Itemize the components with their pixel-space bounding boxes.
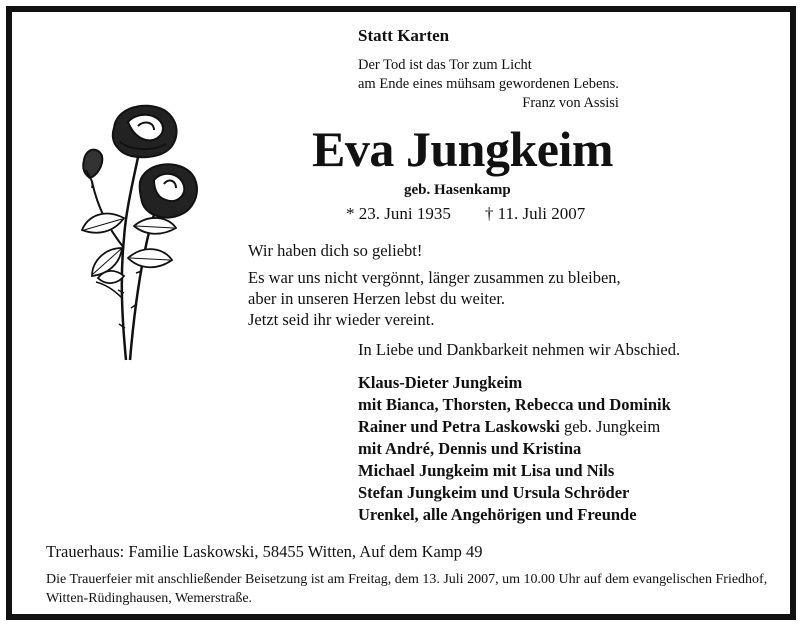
message-line-4: Jetzt seid ihr wieder vereint.	[248, 310, 435, 329]
quote-block	[358, 56, 619, 113]
birth-date: * 23. Juni 1935	[346, 204, 451, 223]
death-date: † 11. Juli 2007	[484, 204, 586, 223]
family-line-1: Klaus-Dieter Jungkeim	[358, 373, 523, 392]
message-line-1: Wir haben dich so geliebt!	[248, 241, 423, 260]
family-line-6: Stefan Jungkeim und Ursula Schröder	[358, 483, 630, 502]
family-line-3-maiden: geb. Jungkeim	[563, 417, 661, 436]
family-list	[358, 372, 671, 526]
family-line-3-names: Rainer und Petra Laskowski	[358, 417, 560, 436]
maiden-name: geb. Hasenkamp	[404, 182, 511, 198]
deceased-name: Eva Jungkeim	[312, 121, 614, 177]
family-line-3	[358, 416, 671, 438]
message-block	[248, 240, 621, 330]
family-line-2: mit Bianca, Thorsten, Rebecca und Dominik	[358, 395, 671, 414]
funeral-info: Die Trauerfeier mit anschließender Beisetzung ist am Freitag, dem 13. Juli 2007, um 10.00 Uhr auf dem evangelischen Friedhof, Witten-Rüdinghausen, Wemerstraße.	[46, 572, 768, 606]
farewell-text: In Liebe und Dankbarkeit nehmen wir Abschied.	[358, 340, 681, 359]
obituary-notice	[6, 6, 796, 620]
family-line-4: mit André, Dennis und Kristina	[358, 439, 582, 458]
message-line-2: Es war uns nicht vergönnt, länger zusammen zu bleiben,	[248, 268, 621, 287]
quote-line-2: am Ende eines mühsam gewordenen Lebens.	[358, 76, 619, 92]
quote-line-1: Der Tod ist das Tor zum Licht	[358, 57, 532, 73]
rose-icon	[64, 98, 204, 368]
message-line-3: aber in unseren Herzen lebst du weiter.	[248, 289, 506, 308]
life-dates	[346, 204, 585, 224]
header-statt-karten: Statt Karten	[358, 26, 450, 45]
family-line-5: Michael Jungkeim mit Lisa und Nils	[358, 461, 615, 480]
family-line-7: Urenkel, alle Angehörigen und Freunde	[358, 505, 637, 524]
mourning-house: Trauerhaus: Familie Laskowski, 58455 Witten, Auf dem Kamp 49	[46, 542, 483, 561]
quote-author: Franz von Assisi	[522, 95, 619, 111]
